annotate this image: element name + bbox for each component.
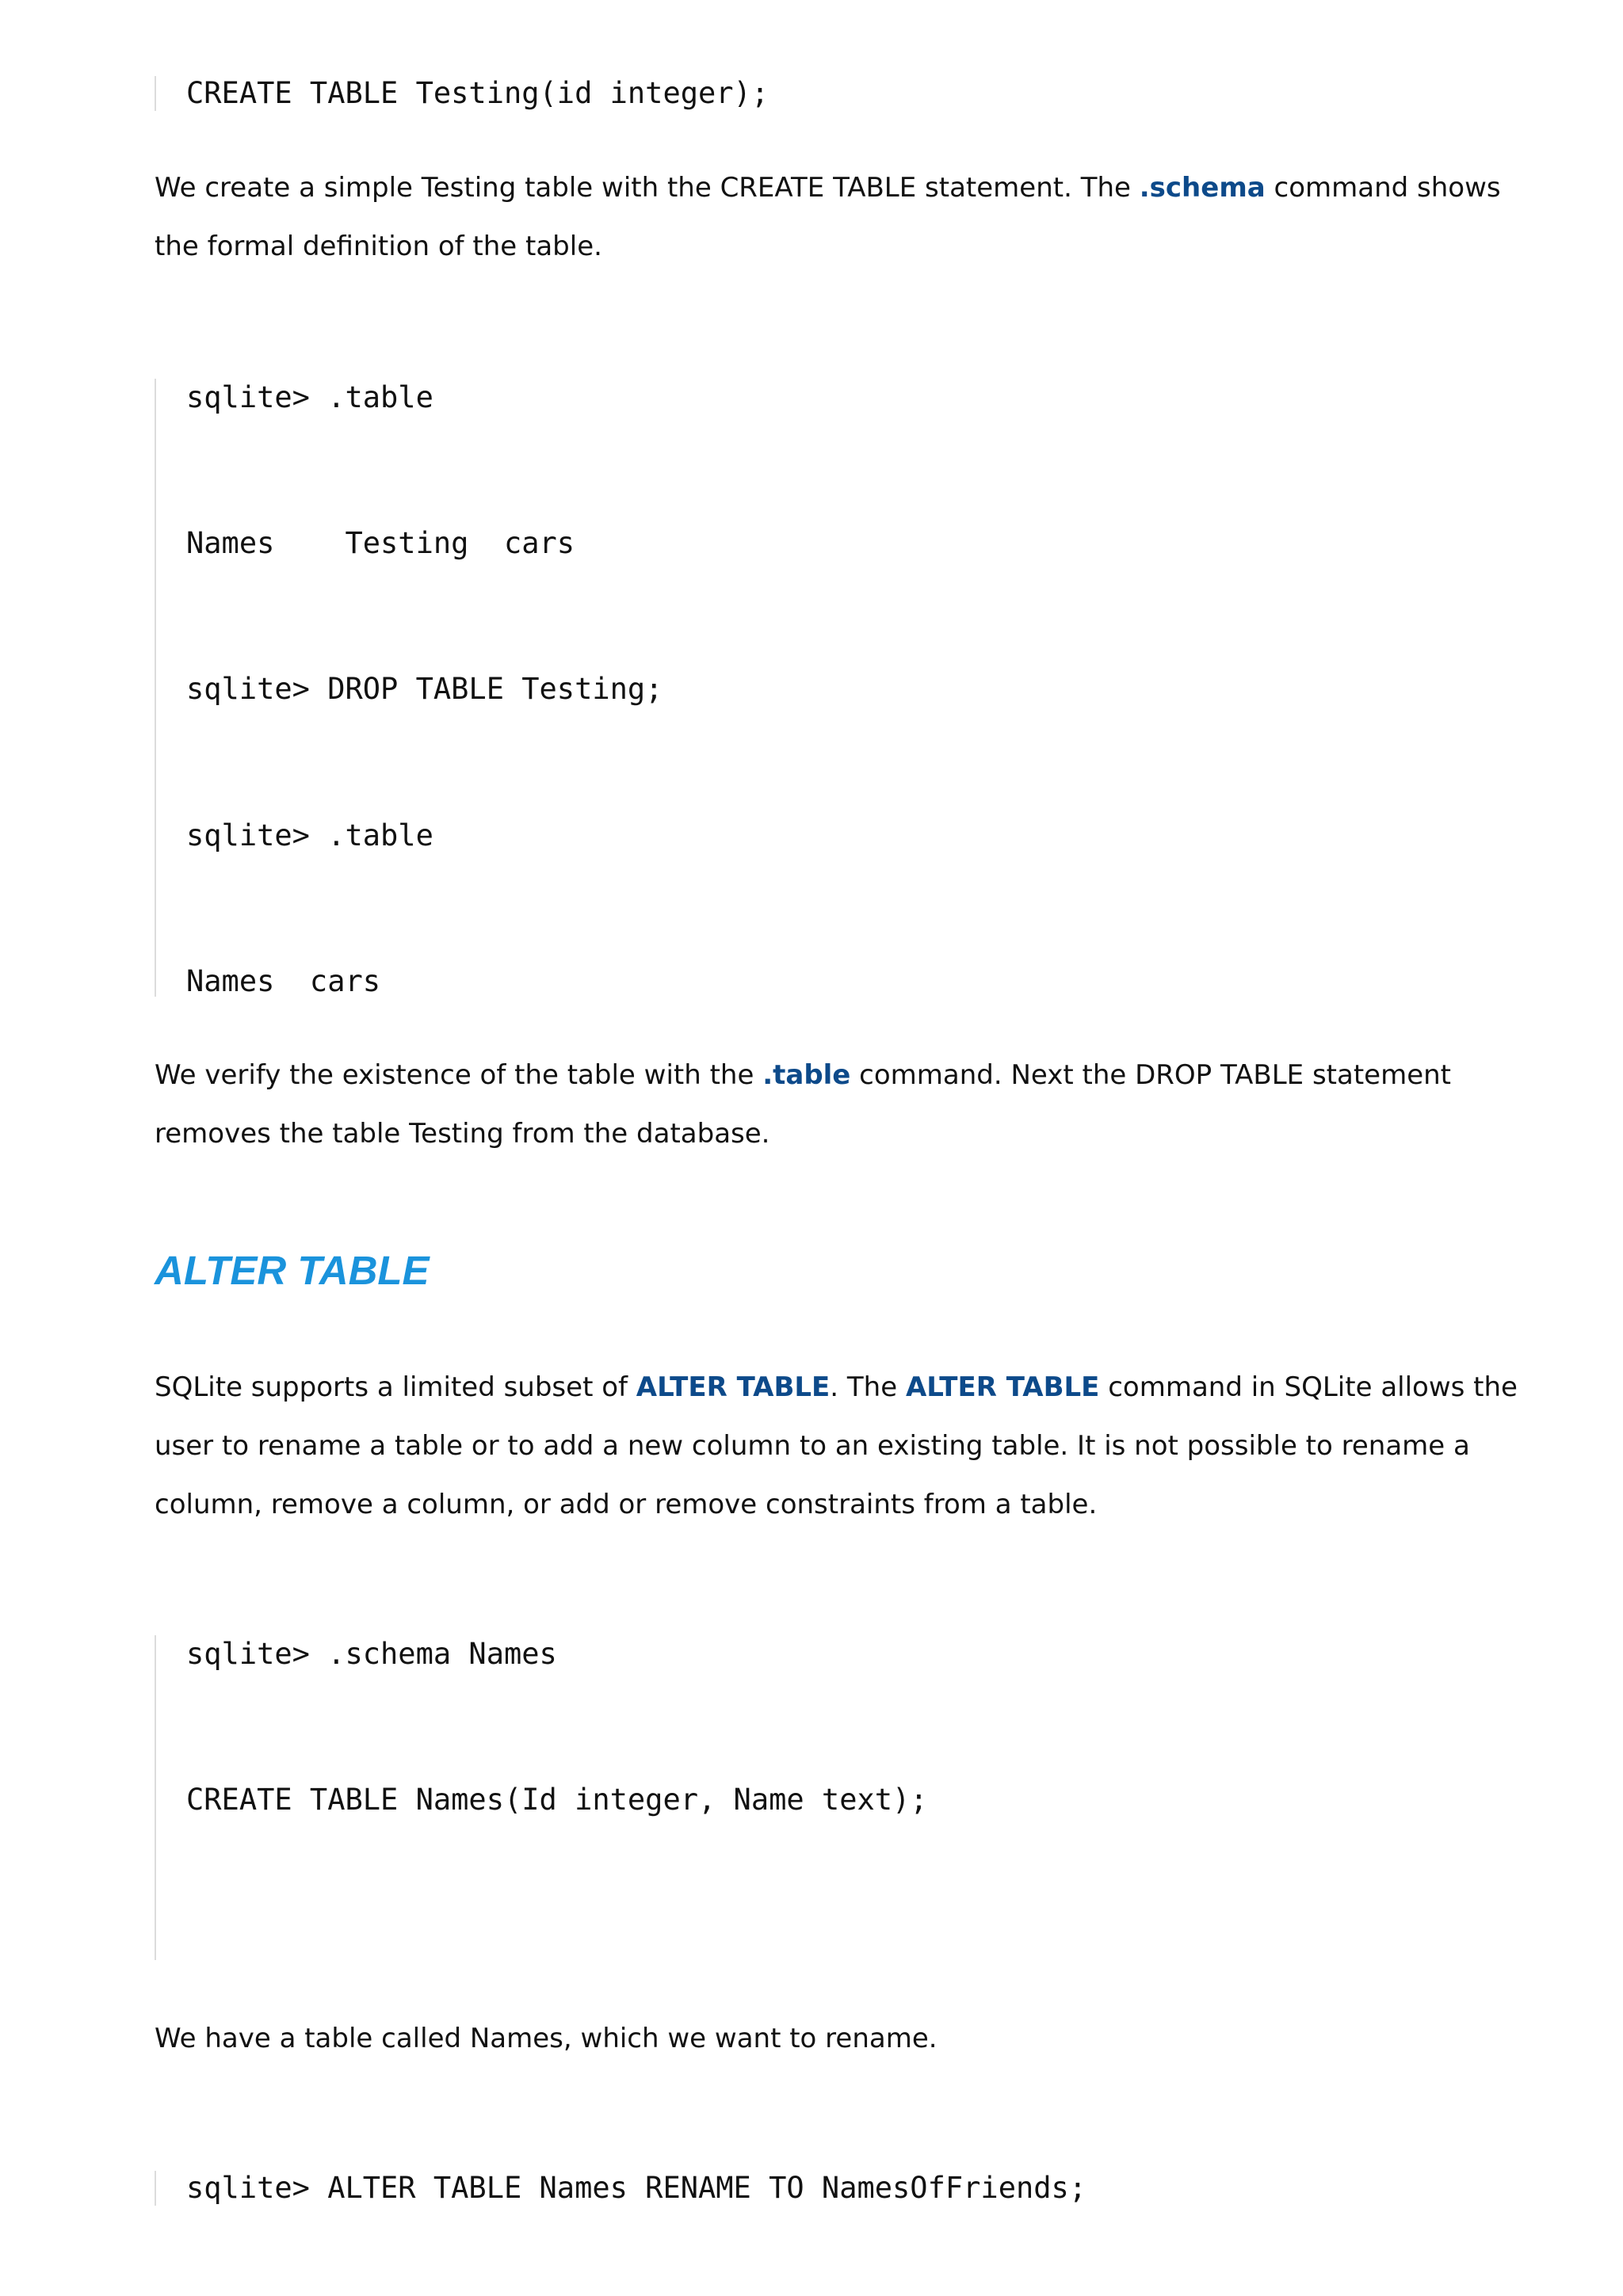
paragraph-rename-intro: [155, 2009, 1533, 2068]
paragraph-text: We verify the existence of the table with the: [155, 1059, 763, 1091]
code-line: CREATE TABLE Testing(id integer);: [186, 76, 769, 110]
code-line: Names Testing cars: [186, 526, 575, 560]
code-line: CREATE TABLE Names(Id integer, Name text);: [186, 1783, 928, 1817]
code-block-drop-table: [155, 379, 663, 998]
code-line: sqlite> .table: [186, 818, 433, 852]
paragraph-text: We have a table called Names, which we want to rename.: [155, 2023, 938, 2054]
code-block-create-testing: [155, 76, 769, 111]
table-command-highlight: .table: [762, 1059, 851, 1091]
alter-table-highlight: ALTER TABLE: [905, 1371, 1100, 1403]
paragraph-verify-table: [155, 1046, 1533, 1163]
code-line: sqlite> ALTER TABLE Names RENAME TO NamesOfFriends;: [186, 2171, 1087, 2205]
paragraph-text: We create a simple Testing table with the CREATE TABLE statement. The: [155, 172, 1140, 204]
code-line: sqlite> .schema Names: [186, 1637, 557, 1671]
paragraph-alter-table: [155, 1358, 1549, 1534]
paragraph-create-table: [155, 158, 1533, 276]
section-heading-alter-table: ALTER TABLE: [155, 1248, 430, 1293]
code-line: Names cars: [186, 964, 381, 998]
code-line: sqlite> DROP TABLE Testing;: [186, 672, 663, 706]
paragraph-text: . The: [830, 1371, 906, 1403]
alter-table-highlight: ALTER TABLE: [636, 1371, 831, 1403]
schema-command-highlight: .schema: [1139, 172, 1266, 204]
paragraph-text: command shows the formal definition of the table.: [155, 172, 1501, 262]
code-block-rename-table: [155, 2171, 1086, 2206]
paragraph-text: command. Next the DROP TABLE statement removes the table Testing from the database.: [155, 1059, 1451, 1150]
paragraph-text: SQLite supports a limited subset of: [155, 1371, 636, 1403]
code-line: sqlite> .table: [186, 380, 433, 414]
paragraph-text: command in SQLite allows the user to rename a table or to add a new column to an existing table. It is not possible to rename a column, remove a column, or add or remove constraints from a table.: [155, 1371, 1518, 1520]
code-block-schema-names: [155, 1635, 928, 1960]
